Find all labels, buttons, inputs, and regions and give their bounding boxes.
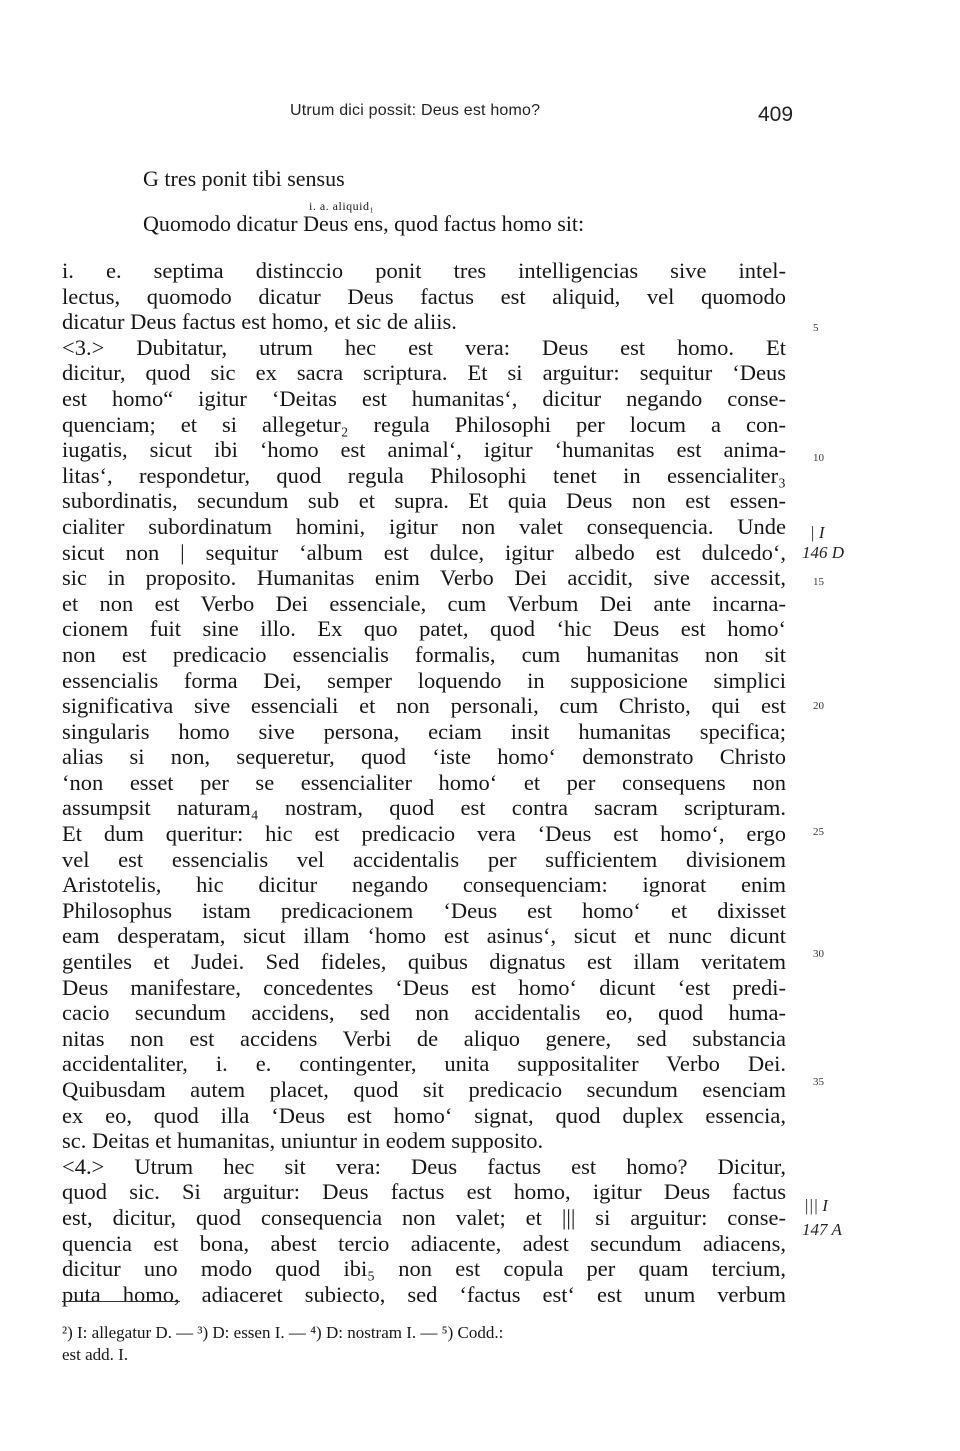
text-line: cialiter subordinatum homini, igitur non valet consequencia. Unde — [62, 513, 786, 539]
text-line: gentiles et Judei. Sed fideles, quibus dignatus est illam veritatem — [62, 949, 786, 975]
footnote-line-1: ²) I: allegatur D. — ³) D: essen I. — ⁴) D: nostram I. — ⁵) Codd.: — [62, 1323, 504, 1342]
text-line: nitas non est accidens Verbi de aliquo genere, sed substancia — [62, 1025, 786, 1051]
text-line: vel est essencialis vel accidentalis per sufficientem divisionem — [62, 846, 786, 872]
text-line: sic in proposito. Humanitas enim Verbo Dei accidit, sive accessit, — [62, 565, 786, 591]
text-line: cionem fuit sine illo. Ex quo patet, quod ‘hic Deus est homo‘ — [62, 616, 786, 642]
interlinear-gloss: i. a. aliquid₁ — [309, 199, 375, 213]
text-line: non est predicacio essencialis formalis, cum humanitas non sit — [62, 641, 786, 667]
line-number-30: 30 — [813, 948, 824, 960]
text-line: quenciam; et si allegetur₂ regula Philosophi per locum a con- — [62, 411, 786, 437]
prelude-line-2: Quomodo dicatur Deus ens, quod factus homo sit: — [143, 211, 585, 236]
folio-ref-mark-2: ||| I — [804, 1196, 828, 1215]
folio-ref-2: 147 A — [802, 1220, 842, 1239]
text-line: assumpsit naturam₄ nostram, quod est contra sacram scripturam. — [62, 795, 786, 821]
footnote-rule — [62, 1301, 180, 1302]
text-line: i. e. septima distinccio ponit tres intelligencias sive intel- — [62, 258, 786, 283]
page-number: 409 — [758, 103, 794, 126]
line-number-15: 15 — [813, 576, 824, 588]
text-line: <4.> Utrum hec sit vera: Deus factus est homo? Dicitur, — [62, 1153, 786, 1179]
text-line: ‘non esset per se essencialiter homo‘ et per consequens non — [62, 769, 786, 795]
text-line: alias si non, sequeretur, quod ‘iste homo‘ demonstrato Christo — [62, 744, 786, 770]
text-line: significativa sive essenciali et non personali, cum Christo, qui est — [62, 693, 786, 719]
text-line: est, dicitur, quod consequencia non valet; et ||| si arguitur: conse- — [62, 1204, 786, 1230]
line-number-20: 20 — [813, 700, 824, 712]
text-line: sicut non | sequitur ‘album est dulce, igitur albedo est dulcedo‘, — [62, 539, 786, 565]
text-line: Philosophus istam predicacionem ‘Deus est homo‘ et dixisset — [62, 897, 786, 923]
line-number-25: 25 — [813, 826, 824, 838]
text-line: eam desperatam, sicut illam ‘homo est asinus‘, sicut et nunc dicunt — [62, 923, 786, 949]
folio-ref-mark-1: | I — [810, 523, 825, 542]
text-line: et non est Verbo Dei essenciale, cum Verbum Dei ante incarna- — [62, 590, 786, 616]
text-line: Deus manifestare, concedentes ‘Deus est homo‘ dicunt ‘est predi- — [62, 974, 786, 1000]
folio-ref-1: 146 D — [802, 543, 845, 562]
text-line: cacio secundum accidens, sed non accidentalis eo, quod huma- — [62, 1000, 786, 1026]
text-line: quod sic. Si arguitur: Deus factus est homo, igitur Deus factus — [62, 1179, 786, 1205]
text-line: singularis homo sive persona, eciam insit humanitas specifica; — [62, 718, 786, 744]
text-line: dicitur, quod sic ex sacra scriptura. Et si arguitur: sequitur ‘Deus — [62, 360, 786, 386]
prelude-line-1: G tres ponit tibi sensus — [143, 166, 345, 191]
text-line: Quibusdam autem placet, quod sit predicacio secundum esenciam — [62, 1077, 786, 1102]
text-line: dicatur Deus factus est homo, et sic de aliis. — [62, 309, 457, 335]
running-title: Utrum dici possit: Deus est homo? — [290, 102, 541, 119]
text-line: ex eo, quod illa ‘Deus est homo‘ signat, quod duplex essencia, — [62, 1102, 786, 1128]
text-line: est homo“ igitur ‘Deitas est humanitas‘, dicitur negando conse- — [62, 385, 786, 411]
text-line: Aristotelis, hic dicitur negando consequenciam: ignorat enim — [62, 872, 786, 898]
line-number-35: 35 — [813, 1076, 824, 1088]
text-line: puta homo, adiaceret subiecto, sed ‘factus est‘ est unum verbum — [62, 1281, 786, 1307]
text-line: litas‘, respondetur, quod regula Philosophi tenet in essencialiter₃ — [62, 462, 786, 488]
text-line: accidentaliter, i. e. contingenter, unita suppositaliter Verbo Dei. — [62, 1051, 786, 1077]
text-line: subordinatis, secundum sub et supra. Et quia Deus non est essen- — [62, 488, 786, 514]
text-line: dicitur uno modo quod ibi₅ non est copula per quam tercium, — [62, 1256, 786, 1282]
text-line: Et dum queritur: hic est predicacio vera ‘Deus est homo‘, ergo — [62, 821, 786, 847]
footnote-line-2: est add. I. — [62, 1345, 129, 1364]
line-number-5: 5 — [813, 322, 819, 334]
text-line: lectus, quomodo dicatur Deus factus est aliquid, vel quomodo — [62, 283, 786, 309]
text-line: <3.> Dubitatur, utrum hec est vera: Deus est homo. Et — [62, 334, 786, 360]
main-text — [62, 258, 786, 1307]
text-line: quencia est bona, abest tercio adiacente, adest secundum adiacens, — [62, 1230, 786, 1256]
text-line: sc. Deitas et humanitas, uniuntur in eodem supposito. — [62, 1128, 544, 1154]
text-line: essencialis forma Dei, semper loquendo in supposicione simplici — [62, 667, 786, 693]
text-line: iugatis, sicut ibi ‘homo est animal‘, igitur ‘humanitas est anima- — [62, 437, 786, 463]
line-number-10: 10 — [813, 452, 824, 464]
